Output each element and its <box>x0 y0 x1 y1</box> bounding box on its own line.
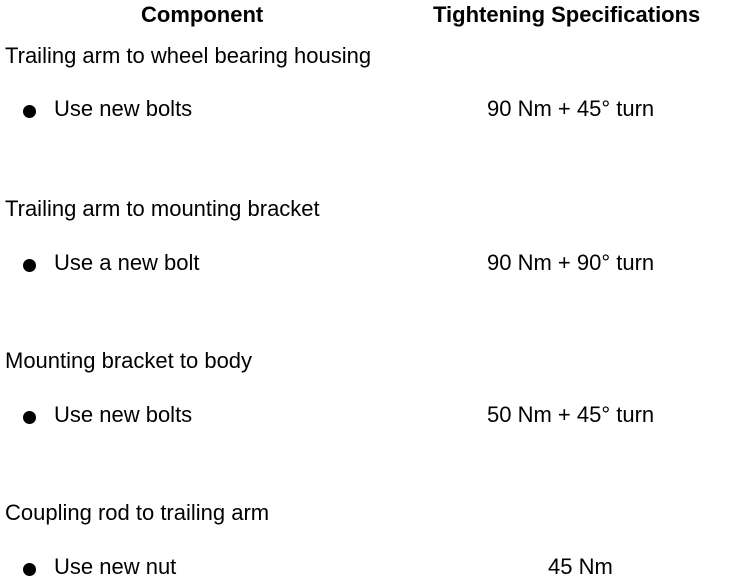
component-title: Mounting bracket to body <box>5 348 253 373</box>
spec-row <box>0 402 752 432</box>
tightening-specifications-column-header: Tightening Specifications <box>433 2 701 27</box>
component-note: Use new nut <box>54 554 177 579</box>
component-note: Use new bolts <box>54 96 193 121</box>
component-note: Use a new bolt <box>54 250 200 275</box>
torque-spec: 90 Nm + 90° turn <box>487 250 655 275</box>
torque-spec: 90 Nm + 45° turn <box>487 96 655 121</box>
spec-row <box>0 554 752 584</box>
component-title: Coupling rod to trailing arm <box>5 500 270 525</box>
component-column-header: Component <box>141 2 264 27</box>
component-note: Use new bolts <box>54 402 193 427</box>
bullet-icon <box>23 105 36 118</box>
spec-row <box>0 96 752 126</box>
spec-row <box>0 250 752 280</box>
bullet-icon <box>23 563 36 576</box>
bullet-icon <box>23 259 36 272</box>
bullet-icon <box>23 411 36 424</box>
torque-spec: 45 Nm <box>548 554 613 579</box>
component-title: Trailing arm to wheel bearing housing <box>5 43 372 68</box>
component-title: Trailing arm to mounting bracket <box>5 196 320 221</box>
torque-spec: 50 Nm + 45° turn <box>487 402 655 427</box>
